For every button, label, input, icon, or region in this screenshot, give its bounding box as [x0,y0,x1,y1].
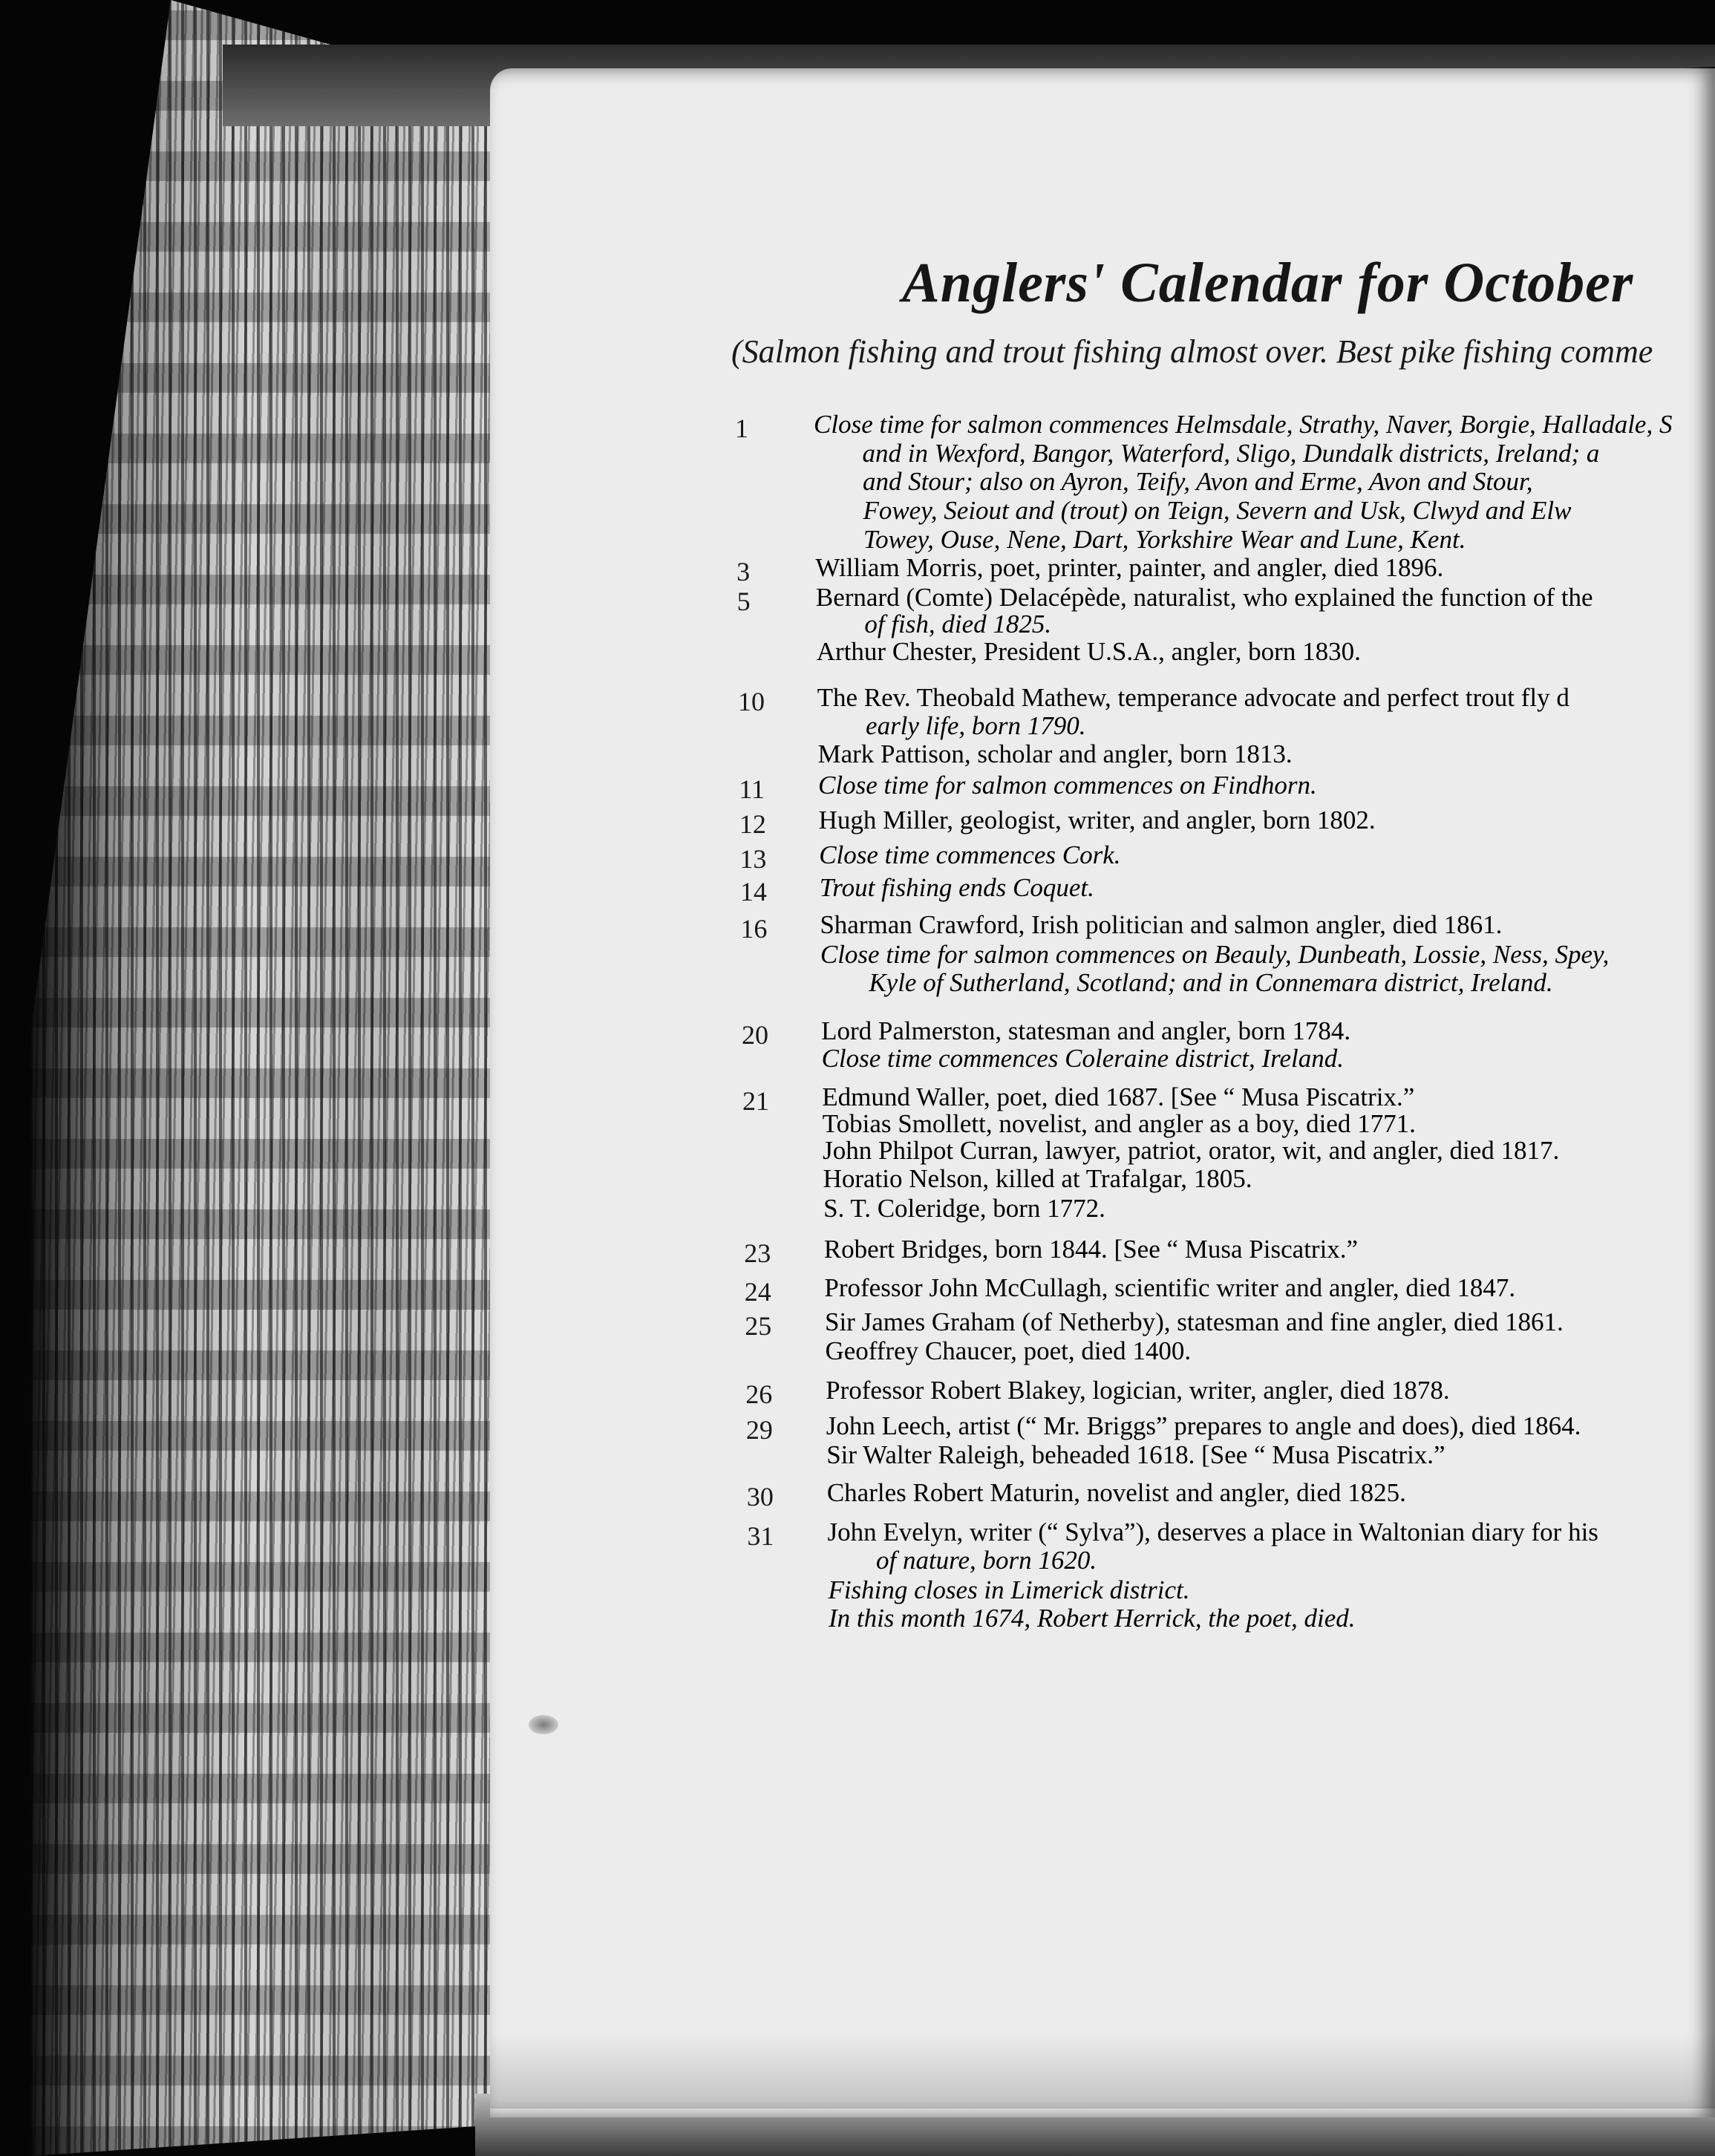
page-blemish [529,1715,558,1734]
entry-line: Sharman Crawford, Irish politician and salmon angler, died 1861. [820,910,1503,939]
entry-line: Sir James Graham (of Netherby), statesman and fine angler, died 1861. [824,1307,1564,1336]
day-number: 12 [739,809,766,839]
entry-line: early life, born 1790. [866,711,1086,740]
entry-line: Arthur Chester, President U.S.A., angler, born 1830. [816,637,1361,666]
entry-line: Hugh Miller, geologist, writer, and angler, born 1802. [818,806,1376,834]
day-number: 10 [738,687,765,716]
day-number: 3 [736,557,751,587]
day-number: 25 [745,1311,772,1341]
day-number: 23 [744,1238,771,1268]
entry-line: Sir Walter Raleigh, beheaded 1618. [See “ Musa Piscatrix.” [826,1440,1446,1469]
day-number: 21 [742,1086,769,1116]
entry-line: Mark Pattison, scholar and angler, born 1813. [817,739,1293,768]
entry-line: Edmund Waller, poet, died 1687. [See “ Musa Piscatrix.” [822,1082,1415,1111]
entry-line: Close time for salmon commences on Beauly, Dunbeath, Lossie, Ness, Spey, [820,940,1610,969]
entry-line: John Leech, artist (“ Mr. Briggs” prepares to angle and does), died 1864. [826,1411,1581,1440]
entry-line: John Evelyn, writer (“ Sylva”), deserves a place in Waltonian diary for his [827,1518,1598,1546]
day-number: 13 [739,844,767,874]
entry-line: Professor Robert Blakey, logician, writer, angler, died 1878. [826,1376,1450,1405]
entry-line: Close time commences Cork. [819,840,1121,869]
day-number: 1 [735,414,748,443]
entry-line: Robert Bridges, born 1844. [See “ Musa Piscatrix.” [823,1235,1359,1264]
day-number: 16 [740,914,768,944]
page-shadow [490,2034,1715,2108]
entry-line: Fishing closes in Limerick district. [828,1575,1190,1604]
day-number: 30 [746,1482,774,1512]
entry-line: Close time for salmon commences Helmsdale, Strathy, Naver, Borgie, Halladale, S [814,410,1673,439]
entry-line: Charles Robert Maturin, novelist and angler, died 1825. [826,1478,1406,1507]
book-page-edges [30,0,520,2156]
day-number: 20 [741,1020,768,1050]
entry-line: Professor John McCullagh, scientific writer and angler, died 1847. [824,1273,1516,1302]
entry-line: Close time commences Coleraine district, Ireland. [821,1044,1345,1073]
entry-line: William Morris, poet, printer, painter, and angler, died 1896. [815,553,1444,582]
entry-line: Towey, Ouse, Nene, Dart, Yorkshire Wear and Lune, Kent. [863,525,1466,554]
book-page [490,68,1715,2117]
entry-line: and Stour; also on Ayron, Teify, Avon and Erme, Avon and Stour, [862,467,1533,496]
day-number: 24 [744,1277,771,1307]
day-number: 14 [739,877,767,906]
entry-line: Bernard (Comte) Delacépède, naturalist, who explained the function of the [815,583,1593,612]
entry-line: In this month 1674, Robert Herrick, the poet, died. [828,1604,1356,1633]
entry-line: Horatio Nelson, killed at Trafalgar, 1805. [823,1164,1252,1193]
entry-line: Kyle of Sutherland, Scotland; and in Connemara district, Ireland. [869,968,1553,997]
day-number: 26 [745,1379,773,1409]
entry-line: of fish, died 1825. [864,610,1052,638]
entry-line: John Philpot Curran, lawyer, patriot, orator, wit, and angler, died 1817. [823,1136,1560,1165]
entry-line: Trout fishing ends Coquet. [819,873,1094,902]
page-subtitle: (Salmon fishing and trout fishing almost over. Best pike fishing comme [731,333,1653,370]
day-number: 5 [736,587,751,616]
entry-line: Fowey, Seiout and (trout) on Teign, Severn and Usk, Clwyd and Elw [863,496,1572,525]
day-number: 31 [747,1521,774,1551]
entry-line: Geoffrey Chaucer, poet, died 1400. [825,1336,1192,1365]
entry-line: Close time for salmon commences on Findhorn. [818,771,1317,800]
page-title: Anglers' Calendar for October [902,252,1634,314]
entry-line: of nature, born 1620. [875,1546,1097,1575]
entry-line: Tobias Smollett, novelist, and angler as a boy, died 1771. [822,1109,1416,1138]
day-number: 29 [745,1415,773,1445]
entry-line: and in Wexford, Bangor, Waterford, Sligo, Dundalk districts, Ireland; a [862,439,1600,468]
day-number: 11 [739,774,765,804]
entry-line: S. T. Coleridge, born 1772. [823,1194,1105,1223]
entry-line: Lord Palmerston, statesman and angler, born 1784. [821,1016,1351,1045]
entry-line: The Rev. Theobald Mathew, temperance advocate and perfect trout fly d [817,683,1569,712]
